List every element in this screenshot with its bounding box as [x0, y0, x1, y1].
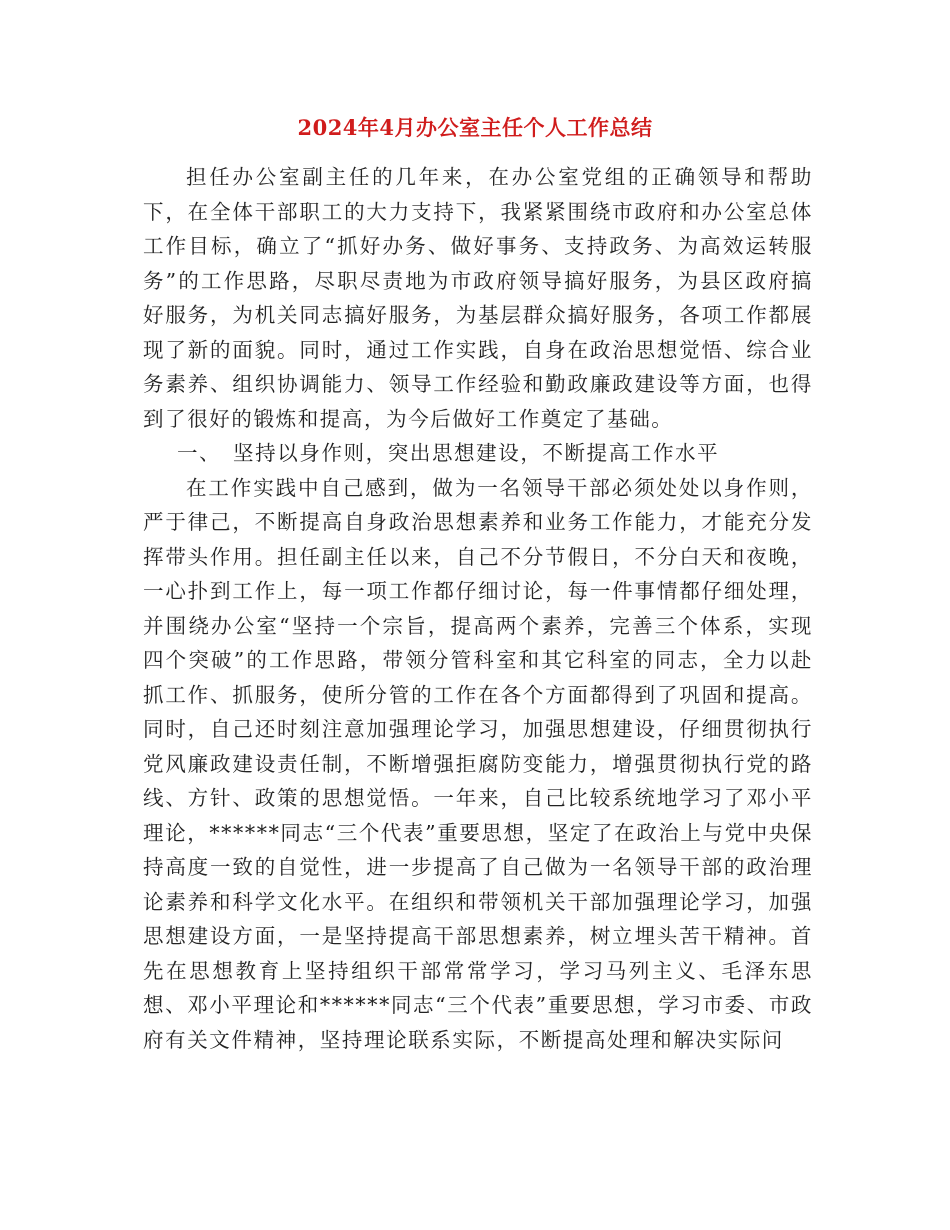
paragraph-section-1: 在工作实践中自己感到，做为一名领导干部必须处处以身作则，严于律己，不断提高自身政治思想素养和业务工作能力，才能充分发挥带头作用。担任副主任以来，自己不分节假日，不分白天和夜晚，一心扑到工作上，每一项工作都仔细讨论，每一件事情都仔细处理，并围绕办公室“坚持一个宗旨，提高两个素养，完善三个体系，实现四个突破”的工作思路，带领分管科室和其它科室的同志，全力以赴抓工作、抓服务，使所分管的工作在各个方面都得到了巩固和提高。同时，自己还时刻注意加强理论学习，加强思想建设，仔细贯彻执行党风廉政建设责任制，不断增强拒腐防变能力，增强贯彻执行党的路线、方针、政策的思想觉悟。一年来，自己比较系统地学习了邓小平理论，******同志“三个代表”重要思想，坚定了在政治上与党中央保持高度一致的自觉性，进一步提高了自己做为一名领导干部的政治理论素养和科学文化水平。在组织和带领机关干部加强理论学习，加强思想建设方面，一是坚持提高干部思想素养，树立埋头苦干精神。首先在思想教育上坚持组织干部常常学习，学习马列主义、毛泽东思想、邓小平理论和******同志“三个代表”重要思想，学习市委、市政府有关文件精神，坚持理论联系实际，不断提高处理和解决实际问 [143, 475, 813, 1052]
section-heading-1: 一、 坚持以身作则，突出思想建设，不断提高工作水平 [177, 441, 720, 465]
paragraph-intro: 担任办公室副主任的几年来，在办公室党组的正确领导和帮助下，在全体干部职工的大力支持下，我紧紧围绕市政府和办公室总体工作目标，确立了“抓好办务、做好事务、支持政务、为高效运转服务”的工作思路，尽职尽责地为市政府领导搞好服务，为县区政府搞好服务，为机关同志搞好服务，为基层群众搞好服务，各项工作都展现了新的面貌。同时，通过工作实践，自身在政治思想觉悟、综合业务素养、组织协调能力、领导工作经验和勤政廉政建设等方面，也得到了很好的锻炼和提高，为今后做好工作奠定了基础。 [143, 165, 813, 431]
document-body [143, 160, 813, 1057]
document-title: 2024年4月办公室主任个人工作总结 [297, 115, 653, 140]
